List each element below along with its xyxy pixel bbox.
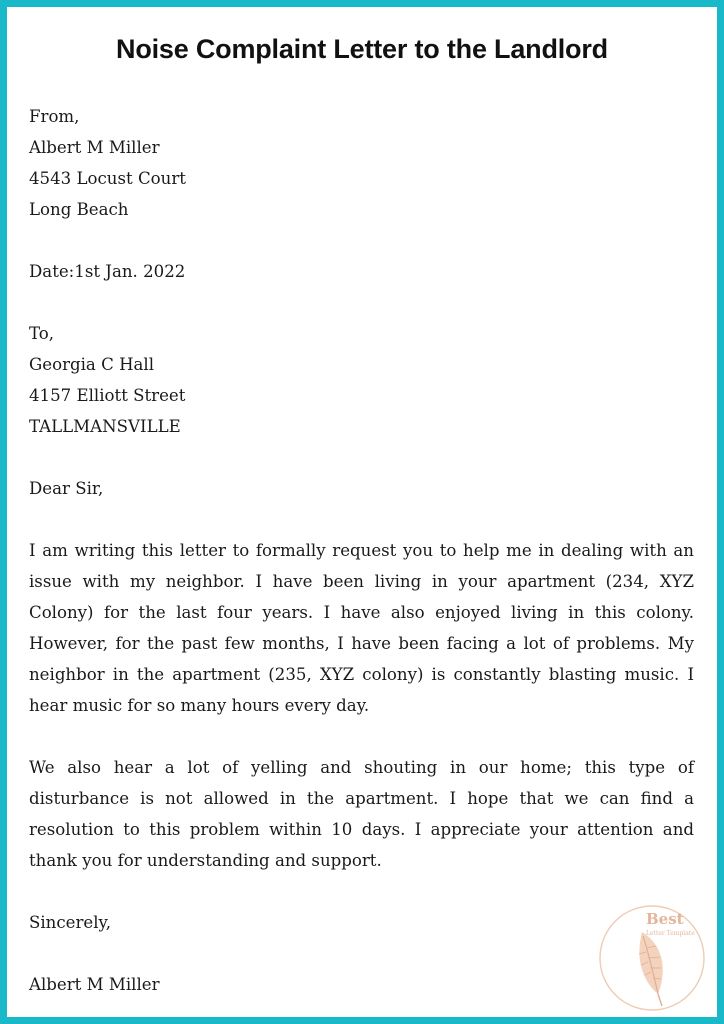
body-paragraph-1: I am writing this letter to formally request you to help me in dealing with an issue with my neighbor. I have been living in your apartment (234, XYZ Colony) for the last four years. I have also enjoyed living in this colony. However, for the past few months, I have been facing a lot of problems. My neighbor in the apartment (235, XYZ colony) is constantly blasting music. I hear music for so many hours every day. [29,541,694,715]
letter-body [29,101,694,1000]
recipient-street: 4157 Elliott Street [29,386,186,405]
feather-icon [639,932,663,1006]
sender-city: Long Beach [29,200,129,219]
page-title: Noise Complaint Letter to the Landlord [116,34,608,64]
to-label: To, [29,324,55,343]
sender-name: Albert M Miller [29,138,160,157]
recipient-name: Georgia C Hall [29,355,155,374]
closing: Sincerely, [29,913,111,932]
watermark-title: Best [646,910,684,928]
recipient-city: TALLMANSVILLE [29,417,181,436]
salutation: Dear Sir, [29,479,104,498]
from-label: From, [29,107,80,126]
watermark-subtitle: Letter Template [646,930,695,937]
body-paragraph-2: We also hear a lot of yelling and shouting in our home; this type of disturbance is not allowed in the apartment. I hope that we can find a resolution to this problem within 10 days. I appreciate your attention and thank you for understanding and support. [29,758,694,870]
sender-street: 4543 Locust Court [29,169,186,188]
best-letter-template-logo [596,902,708,1014]
letter-date: Date:1st Jan. 2022 [29,262,186,281]
signature-name: Albert M Miller [29,975,160,994]
